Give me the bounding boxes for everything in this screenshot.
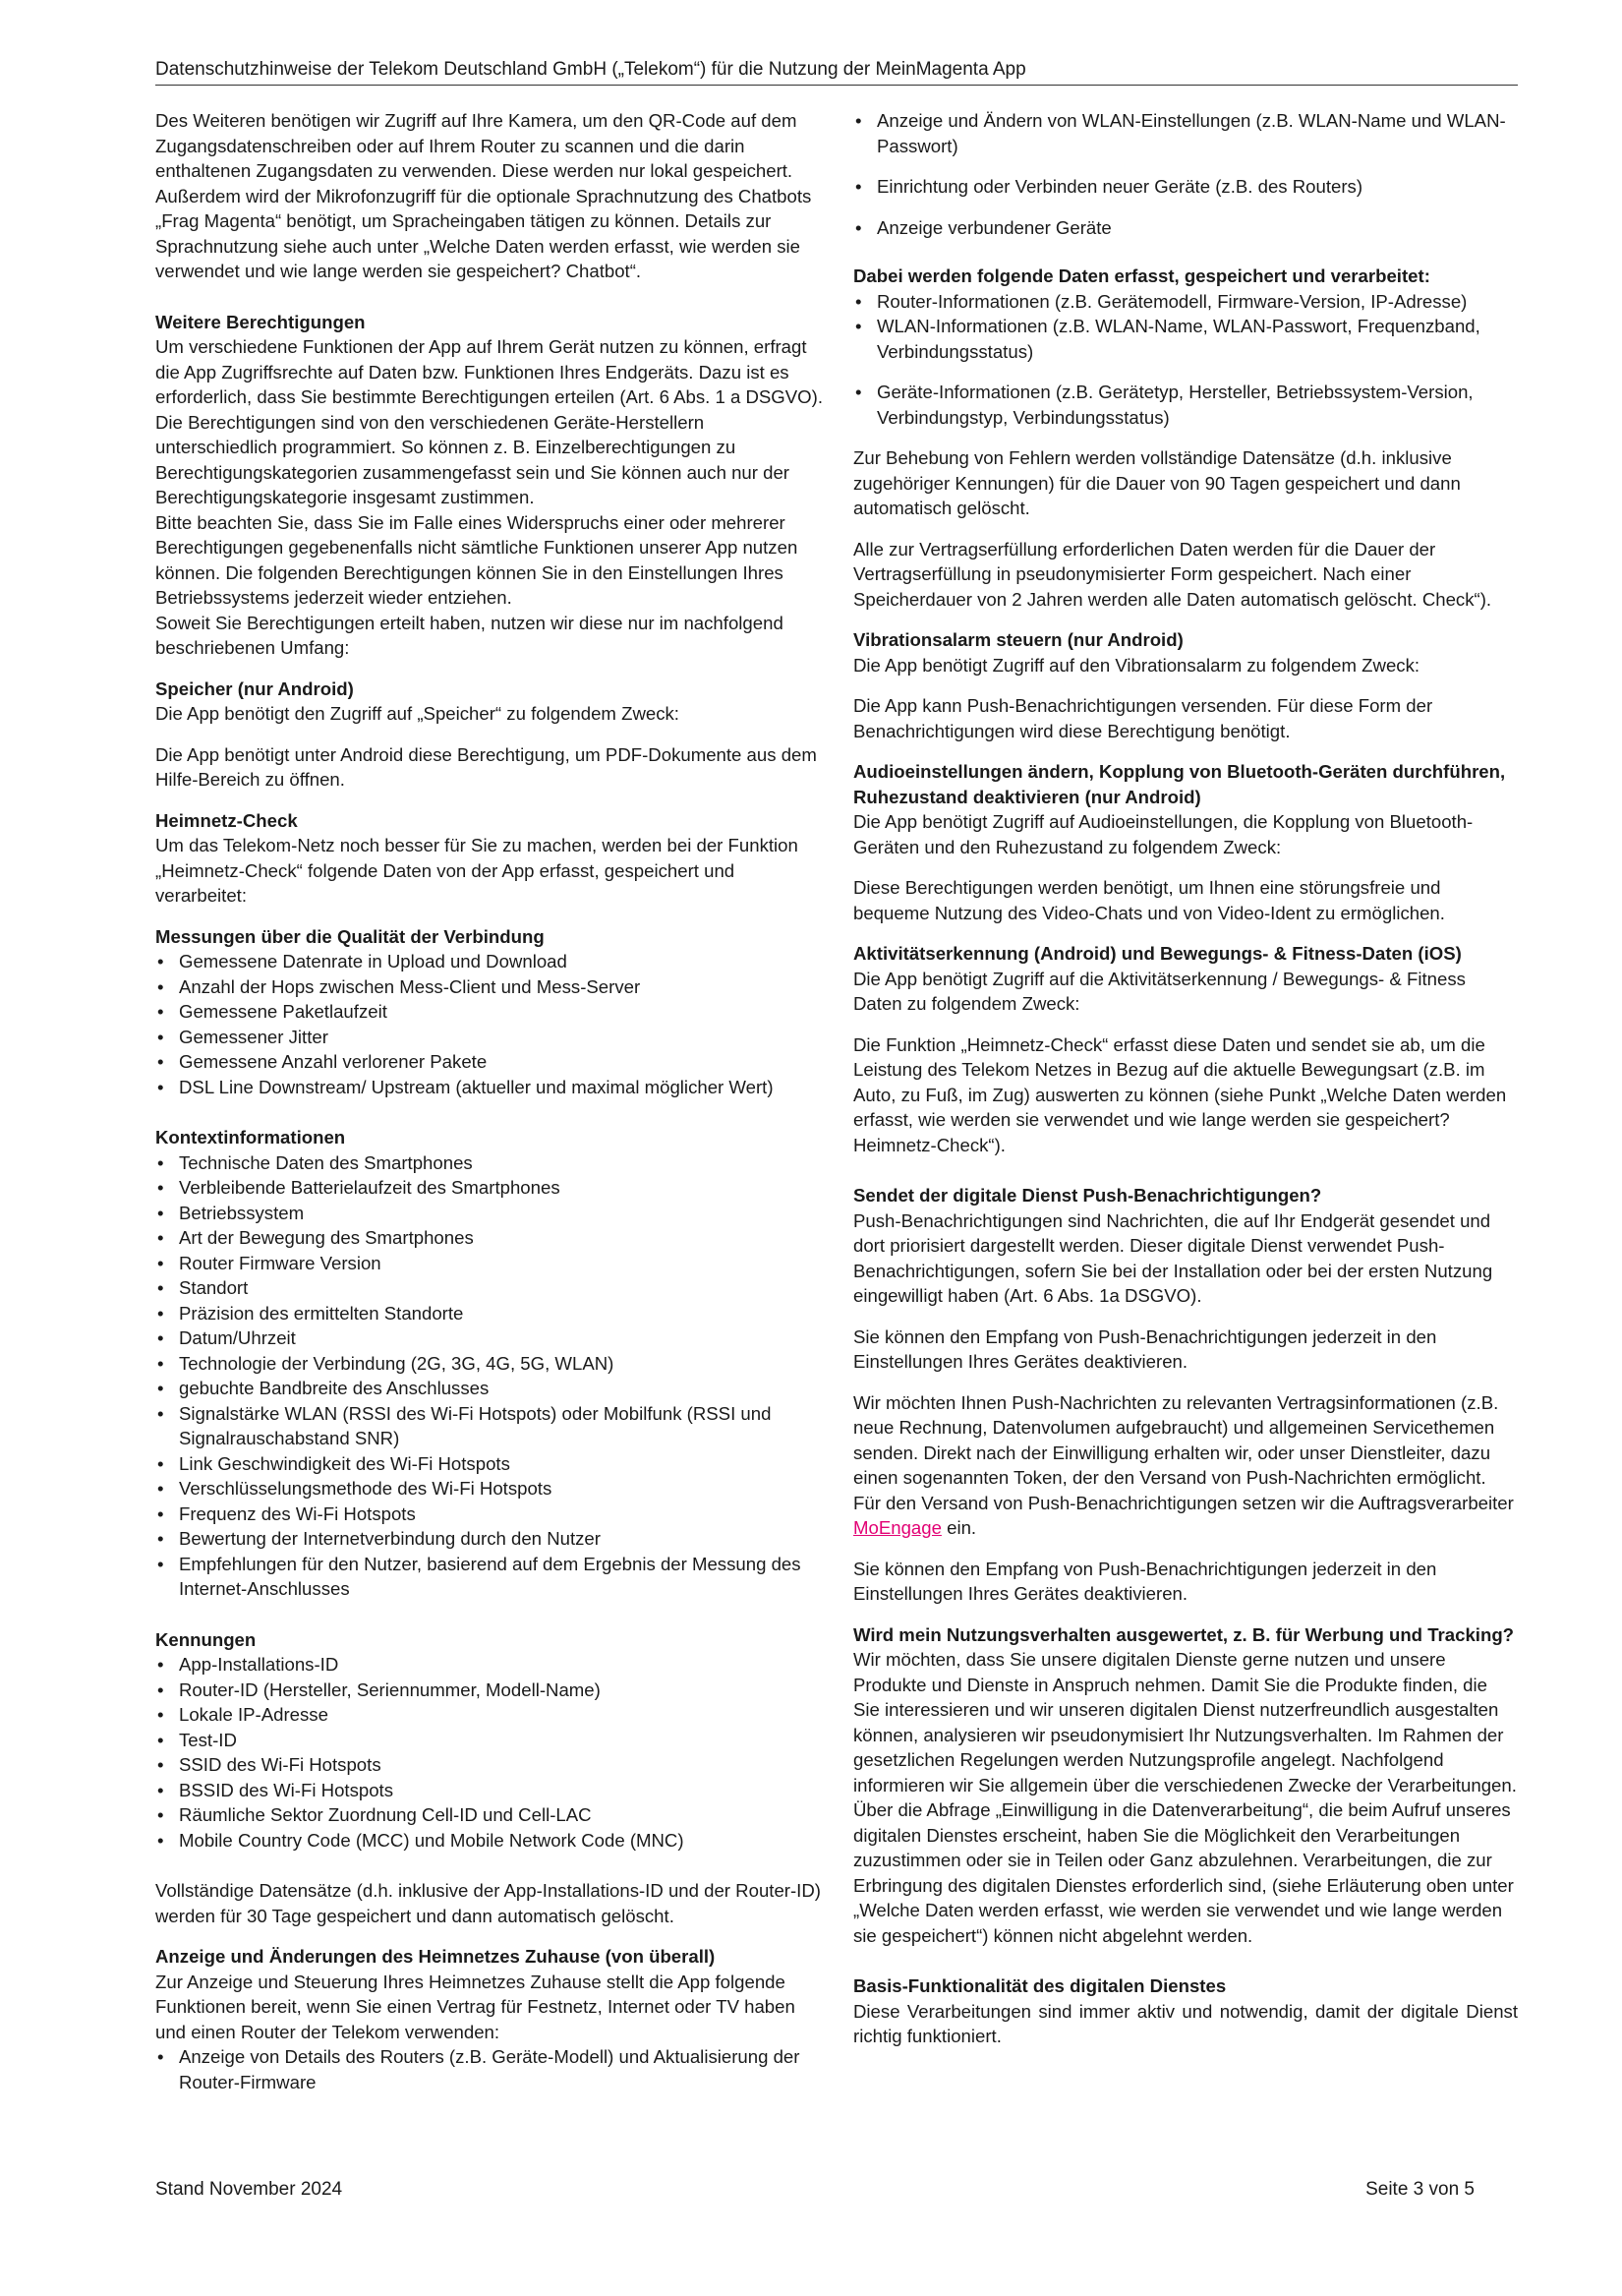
context-heading: Kontextinformationen [155, 1127, 346, 1148]
list-item: • WLAN-Informationen (z.B. WLAN-Name, WLAN-Passwort, Frequenzband, Verbindungsstatus) [853, 314, 1518, 364]
list-item: • Gemessener Jitter [155, 1025, 824, 1050]
list-item: • DSL Line Downstream/ Upstream (aktueller und maximal möglicher Wert) [155, 1075, 824, 1100]
basis-section [853, 1973, 1518, 2049]
push-p2: Sie können den Empfang von Push-Benachrichtigungen jederzeit in den Einstellungen Ihres Gerätes deaktivieren. [853, 1325, 1437, 1372]
activity-heading: Aktivitätserkennung (Android) und Bewegungs- & Fitness-Daten (iOS) [853, 943, 1462, 964]
measurements-heading: Messungen über die Qualität der Verbindung [155, 925, 545, 947]
list-item: • Verschlüsselungsmethode des Wi-Fi Hotspots [155, 1476, 824, 1501]
identifiers-heading: Kennungen [155, 1628, 257, 1650]
storage-p1: Die App benötigt den Zugriff auf „Speicher“ zu folgendem Zweck: [155, 703, 679, 724]
activity-section [853, 941, 1518, 1017]
list-item: • Mobile Country Code (MCC) und Mobile Network Code (MNC) [155, 1828, 824, 1854]
tracking-section [853, 1622, 1518, 1949]
list-item: • Anzeige und Ändern von WLAN-Einstellungen (z.B. WLAN-Name und WLAN-Passwort) [853, 108, 1518, 158]
push-section [853, 1183, 1518, 1309]
list-item: • Lokale IP-Adresse [155, 1702, 824, 1728]
tracking-heading: Wird mein Nutzungsverhalten ausgewertet, z. B. für Werbung und Tracking? [853, 1623, 1515, 1645]
vibration-section [853, 627, 1518, 677]
vibration-p2: Die App kann Push-Benachrichtigungen versenden. Für diese Form der Benachrichtigungen wird diese Berechtigung benötigt. [853, 695, 1433, 741]
left-column [155, 108, 824, 2094]
audio-heading: Audioeinstellungen ändern, Kopplung von Bluetooth-Geräten durchführen, Ruhezustand deaktivieren (nur Android) [853, 761, 1506, 807]
list-item: • Gemessene Paketlaufzeit [155, 999, 824, 1025]
list-item: • Test-ID [155, 1728, 824, 1753]
storage-heading: Speicher (nur Android) [155, 677, 354, 699]
list-item: • Router-Informationen (z.B. Gerätemodell, Firmware-Version, IP-Adresse) [853, 289, 1518, 315]
list-item: • Router-ID (Hersteller, Seriennummer, Modell-Name) [155, 1678, 824, 1703]
push-p3-text: Wir möchten Ihnen Push-Nachrichten zu relevanten Vertragsinformationen (z.B. neue Rechnung, Datenvolumen aufgebraucht) und allgemeinen Servicethemen senden. Direkt nach der Einwilligung erhalten wir, oder unser Dienstleiter, dazu einen sogenannten Token, der den Versand von Push-Nachrichten ermöglicht. Für den Versand von Push-Benachrichtigungen setzen wir die Auftragsverarbeiter [853, 1391, 1514, 1513]
list-item: • SSID des Wi-Fi Hotspots [155, 1752, 824, 1778]
bugfix-paragraph: Zur Behebung von Fehlern werden vollständige Datensätze (d.h. inklusive zugehöriger Kennungen) für die Dauer von 90 Tagen gespeichert und dann automatisch gelöscht. [853, 447, 1461, 518]
heimnetz-heading: Heimnetz-Check [155, 809, 298, 831]
storage-p2: Die App benötigt unter Android diese Berechtigung, um PDF-Dokumente aus dem Hilfe-Bereich zu öffnen. [155, 743, 817, 790]
list-item: • Empfehlungen für den Nutzer, basierend auf dem Ergebnis der Messung des Internet-Anschlusses [155, 1552, 824, 1602]
list-item: • Gemessene Datenrate in Upload und Download [155, 949, 824, 974]
home-network-list [155, 2044, 824, 2094]
list-item: • Art der Bewegung des Smartphones [155, 1225, 824, 1251]
permissions-heading: Weitere Berechtigungen [155, 311, 366, 332]
list-item: • Geräte-Informationen (z.B. Gerätetyp, Hersteller, Betriebssystem-Version, Verbindungstyp, Verbindungsstatus) [853, 380, 1518, 430]
audio-section [853, 759, 1518, 859]
footer-page-number: Seite 3 von 5 [1365, 2179, 1475, 2200]
collected-data-heading: Dabei werden folgende Daten erfasst, gespeichert und verarbeitet: [853, 265, 1430, 286]
list-item: • Gemessene Anzahl verlorener Pakete [155, 1049, 824, 1075]
basis-p1: Diese Verarbeitungen sind immer aktiv und notwendig, damit der digitale Dienst richtig funktioniert. [853, 2000, 1518, 2046]
activity-p1: Die App benötigt Zugriff auf die Aktivitätserkennung / Bewegungs- & Fitness Daten zu folgendem Zweck: [853, 968, 1466, 1014]
footer-date: Stand November 2024 [155, 2179, 343, 2200]
contract-paragraph: Alle zur Vertragserfüllung erforderlichen Daten werden für die Dauer der Vertragserfüllung in pseudonymisierter Form gespeichert. Nach einer Speicherdauer von 2 Jahren werden alle Daten automatisch gelöscht. Check“). [853, 538, 1492, 610]
tracking-p1: Wir möchten, dass Sie unsere digitalen Dienste gerne nutzen und unsere Produkte und Dienste in Anspruch nehmen. Damit Sie die Produkte finden, die Sie interessieren und wir unseren digitalen Dienst nutzerfreundlich ausgestalten können, analysieren wir pseudonymisiert Ihr Nutzungsverhalten. Im Rahmen der gesetzlichen Regelungen werden Nutzungsprofile angelegt. Nachfolgend informieren wir Sie allgemein über die verschiedenen Zwecke der Verarbeitungen. Über die Abfrage „Einwilligung in die Datenverarbeitung“, die beim Aufruf unseres digitalen Dienstes erscheint, haben Sie die Möglichkeit den Verarbeitungen zuzustimmen oder sie in Teilen oder Ganz abzulehnen. Verarbeitungen, die zur Erbringung des digitalen Dienstes erforderlich sind, (siehe Erläuterung oben unter „Welche Daten werden erfasst, wie werden sie verwendet und wie lange werden sie gespeichert“) können nicht abgelehnt werden. [853, 1649, 1517, 1946]
measurements-list [155, 949, 824, 1099]
audio-p2: Diese Berechtigungen werden benötigt, um Ihnen eine störungsfreie und bequeme Nutzung des Video-Chats und von Video-Ident zu ermöglichen. [853, 877, 1445, 923]
list-item: • Betriebssystem [155, 1201, 824, 1226]
list-item: • Einrichtung oder Verbinden neuer Geräte (z.B. des Routers) [853, 174, 1518, 200]
list-item: • Signalstärke WLAN (RSSI des Wi-Fi Hotspots) oder Mobilfunk (RSSI und Signalrauschabstand SNR) [155, 1401, 824, 1451]
push-p3-end: ein. [941, 1517, 977, 1538]
list-item: • Anzahl der Hops zwischen Mess-Client und Mess-Server [155, 974, 824, 1000]
list-item: • App-Installations-ID [155, 1652, 824, 1678]
collected-data-list-a [853, 289, 1518, 365]
identifiers-list [155, 1652, 824, 1853]
list-item: • gebuchte Bandbreite des Anschlusses [155, 1376, 824, 1401]
home-network-list-continued [853, 108, 1518, 240]
push-p4: Sie können den Empfang von Push-Benachrichtigungen jederzeit in den Einstellungen Ihres Gerätes deaktivieren. [853, 1558, 1437, 1604]
list-item: • Anzeige verbundener Geräte [853, 215, 1518, 241]
collected-data-list-b [853, 380, 1518, 430]
permissions-p2: Die Berechtigungen sind von den verschiedenen Geräte-Herstellern unterschiedlich programmiert. So können z. B. Einzelberechtigungen zu Berechtigungskategorien zusammengefasst sein und Sie können auch nur der Berechtigungskategorie insgesamt zustimmen. [155, 411, 789, 507]
moengage-link[interactable]: MoEngage [853, 1517, 942, 1538]
list-item: • Technische Daten des Smartphones [155, 1150, 824, 1176]
heimnetz-p1: Um das Telekom-Netz noch besser für Sie zu machen, werden bei der Funktion „Heimnetz-Check“ folgende Daten von der App erfasst, gespeichert und verarbeitet: [155, 835, 798, 906]
permissions-p4: Soweit Sie Berechtigungen erteilt haben, nutzen wir diese nur im nachfolgend beschriebenen Umfang: [155, 612, 783, 658]
push-heading: Sendet der digitale Dienst Push-Benachrichtigungen? [853, 1185, 1322, 1206]
home-network-heading: Anzeige und Änderungen des Heimnetzes Zuhause (von überall) [155, 1946, 716, 1967]
permissions-p3: Bitte beachten Sie, dass Sie im Falle eines Widerspruchs einer oder mehrerer Berechtigungen gegebenenfalls nicht sämtliche Funktionen unserer App nutzen können. Die folgenden Berechtigungen können Sie in den Einstellungen Ihres Betriebssystems jederzeit wieder entziehen. [155, 511, 798, 608]
permissions-p1: Um verschiedene Funktionen der App auf Ihrem Gerät nutzen zu können, erfragt die App Zugriffsrechte auf Daten bzw. Funktionen Ihres Endgeräts. Dazu ist es erforderlich, dass Sie bestimmte Berechtigungen erteilen (Art. 6 Abs. 1 a DSGVO). [155, 336, 823, 407]
storage-section [155, 677, 824, 727]
header-title: Datenschutzhinweise der Telekom Deutschland GmbH („Telekom“) für die Nutzung der MeinMagenta App [155, 59, 1026, 80]
push-p3 [853, 1390, 1518, 1541]
full-records-paragraph: Vollständige Datensätze (d.h. inklusive der App-Installations-ID und der Router-ID) werden für 30 Tage gespeichert und dann automatisch gelöscht. [155, 1880, 821, 1926]
right-column [853, 108, 1518, 2065]
microphone-paragraph: Außerdem wird der Mikrofonzugriff für die optionale Sprachnutzung des Chatbots „Frag Magenta“ benötigt, um Spracheingaben tätigen zu können. Details zur Sprachnutzung siehe auch unter „Welche Daten werden erfasst, wie werden sie verwendet und wie lange werden sie gespeichert? Chatbot“. [155, 185, 812, 281]
list-item: • Bewertung der Internetverbindung durch den Nutzer [155, 1526, 824, 1552]
list-item: • BSSID des Wi-Fi Hotspots [155, 1778, 824, 1803]
list-item: • Anzeige von Details des Routers (z.B. Geräte-Modell) und Aktualisierung der Router-Firmware [155, 2044, 824, 2094]
push-p1: Push-Benachrichtigungen sind Nachrichten, die auf Ihr Endgerät gesendet und dort priorisiert dargestellt werden. Dieser digitale Dienst verwendet Push-Benachrichtigungen, sofern Sie bei der Installation oder bei der ersten Nutzung eingewilligt haben (Art. 6 Abs. 1a DSGVO). [853, 1209, 1493, 1306]
list-item: • Datum/Uhrzeit [155, 1325, 824, 1351]
list-item: • Technologie der Verbindung (2G, 3G, 4G, 5G, WLAN) [155, 1351, 824, 1377]
list-item: • Link Geschwindigkeit des Wi-Fi Hotspots [155, 1451, 824, 1477]
list-item: • Räumliche Sektor Zuordnung Cell-ID und Cell-LAC [155, 1802, 824, 1828]
context-list [155, 1150, 824, 1602]
list-item: • Präzision des ermittelten Standorte [155, 1301, 824, 1326]
vibration-heading: Vibrationsalarm steuern (nur Android) [853, 629, 1184, 650]
camera-paragraph: Des Weiteren benötigen wir Zugriff auf Ihre Kamera, um den QR-Code auf dem Zugangsdatenschreiben oder auf Ihrem Router zu scannen und die darin enthaltenen Zugangsdaten zu verwenden. Diese werden nur lokal gespeichert. [155, 110, 797, 181]
list-item: • Router Firmware Version [155, 1251, 824, 1276]
permissions-section [155, 310, 824, 661]
page-header [155, 57, 1518, 86]
basis-heading: Basis-Funktionalität des digitalen Dienstes [853, 1975, 1227, 1996]
list-item: • Verbleibende Batterielaufzeit des Smartphones [155, 1175, 824, 1201]
activity-p2: Die Funktion „Heimnetz-Check“ erfasst diese Daten und sendet sie ab, um die Leistung des Telekom Netzes in Bezug auf die aktuelle Bewegungsart (z.B. im Auto, zu Fuß, im Zug) auswerten zu können (siehe Punkt „Welche Daten werden erfasst, wie werden sie verwendet und wie lange werden sie gespeichert? Heimnetz-Check“). [853, 1033, 1507, 1155]
home-network-p1: Zur Anzeige und Steuerung Ihres Heimnetzes Zuhause stellt die App folgende Funktionen bereit, wenn Sie einen Vertrag für Festnetz, Internet oder TV haben und einen Router der Telekom verwenden: [155, 1971, 795, 2042]
audio-p1: Die App benötigt Zugriff auf Audioeinstellungen, die Kopplung von Bluetooth-Geräten und den Ruhezustand zu folgendem Zweck: [853, 811, 1474, 857]
list-item: • Frequenz des Wi-Fi Hotspots [155, 1501, 824, 1527]
list-item: • Standort [155, 1275, 824, 1301]
vibration-p1: Die App benötigt Zugriff auf den Vibrationsalarm zu folgendem Zweck: [853, 654, 1420, 676]
heimnetz-section [155, 808, 824, 909]
